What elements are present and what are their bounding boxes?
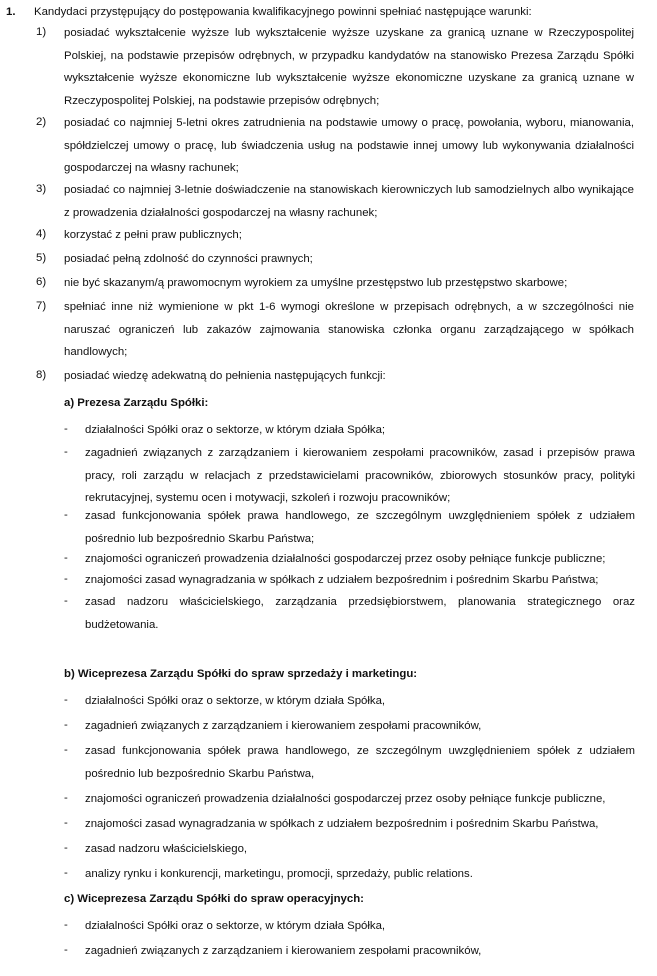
section-number: 1. [6,6,16,18]
condition-number: 8) [36,369,47,381]
condition-number: 4) [36,228,47,240]
list-dash: - [64,842,68,854]
list-item: analizy rynku i konkurencji, marketingu, promocji, sprzedaży, public relations. [85,868,473,880]
list-item: zasad funkcjonowania spółek prawa handlowego, ze szczególnym uwzględnieniem spółek z udziałem pośrednio lub bezpośrednio Skarbu Państwa; [85,510,635,545]
condition-text: posiadać wiedzę adekwatną do pełnienia następujących funkcji: [64,370,386,382]
function-heading: b) Wiceprezesa Zarządu Spółki do spraw sprzedaży i marketingu: [64,668,418,680]
list-dash: - [64,744,68,756]
list-item: znajomości zasad wynagradzania w spółkach z udziałem bezpośrednim i pośrednim Skarbu Państwa; [85,574,599,586]
condition-text: posiadać co najmniej 3-letnie doświadczenie na stanowiskach kierowniczych lub samodzielnych albo wynikające z prowadzenia działalności gospodarczej na własny rachunek; [64,184,634,219]
condition-number: 5) [36,252,47,264]
list-dash: - [64,919,68,931]
list-dash: - [64,817,68,829]
condition-number: 6) [36,276,47,288]
list-item: działalności Spółki oraz o sektorze, w którym działa Spółka, [85,920,386,932]
list-item: znajomości ograniczeń prowadzenia działalności gospodarczej przez osoby pełniące funkcje publiczne, [85,793,606,805]
list-item: zagadnień związanych z zarządzaniem i kierowaniem zespołami pracowników, [85,945,482,957]
list-dash: - [64,694,68,706]
list-dash: - [64,944,68,956]
list-dash: - [64,792,68,804]
function-heading: c) Wiceprezesa Zarządu Spółki do spraw operacyjnych: [64,893,364,905]
section-intro: Kandydaci przystępujący do postępowania kwalifikacyjnego powinni spełniać następujące warunki: [34,6,532,18]
list-dash: - [64,446,68,458]
condition-text: posiadać co najmniej 5-letni okres zatrudnienia na podstawie umowy o pracę, powołania, wyboru, mianowania, spółdzielczej umowy o pracę, lub świadczenia usług na podstawie innej umowy lub wykonywania działalności gospodarczej na własny rachunek; [64,117,634,174]
list-item: działalności Spółki oraz o sektorze, w którym działa Spółka, [85,695,386,707]
condition-number: 3) [36,183,47,195]
list-dash: - [64,509,68,521]
list-dash: - [64,719,68,731]
condition-text: spełniać inne niż wymienione w pkt 1-6 wymogi określone w przepisach odrębnych, a w szczególności nie naruszać ograniczeń lub zakazów zajmowania stanowiska członka organu zarządzającego w spółkach handlowych; [64,301,634,358]
condition-number: 1) [36,26,47,38]
condition-text: posiadać wykształcenie wyższe lub wykształcenie wyższe uzyskane za granicą uznane w Rzeczypospolitej Polskiej, na podstawie przepisów odrębnych, w przypadku kandydatów na stanowisko Prezesa Zarządu Spółki wykształcenie wyższe ekonomiczne lub wykształcenie wyższe ekonomiczne uzyskane za granicą uznane w Rzeczypospolitej Polskiej, na podstawie przepisów odrębnych; [64,27,634,107]
function-heading: a) Prezesa Zarządu Spółki: [64,397,209,409]
list-item: zagadnień związanych z zarządzaniem i kierowaniem zespołami pracowników, zasad i przepisów prawa pracy, roli zarządu w relacjach z przedstawicielami pracowników, zbiorowych stosunków pracy, polityki rekrutacyjnej, systemu ocen i motywacji, szkoleń i rozwoju pracowników; [85,447,635,504]
list-item: działalności Spółki oraz o sektorze, w którym działa Spółka; [85,424,386,436]
list-item: znajomości zasad wynagradzania w spółkach z udziałem bezpośrednim i pośrednim Skarbu Państwa, [85,818,599,830]
list-dash: - [64,552,68,564]
condition-text: posiadać pełną zdolność do czynności prawnych; [64,253,313,265]
condition-text: nie być skazanym/ą prawomocnym wyrokiem za umyślne przestępstwo lub przestępstwo skarbowe; [64,277,568,289]
condition-number: 2) [36,116,47,128]
condition-number: 7) [36,300,47,312]
list-dash: - [64,867,68,879]
list-item: zasad nadzoru właścicielskiego, [85,843,248,855]
list-dash: - [64,573,68,585]
list-item: znajomości ograniczeń prowadzenia działalności gospodarczej przez osoby pełniące funkcje publiczne; [85,553,606,565]
list-item: zagadnień związanych z zarządzaniem i kierowaniem zespołami pracowników, [85,720,482,732]
list-dash: - [64,423,68,435]
list-item: zasad nadzoru właścicielskiego, zarządzania przedsiębiorstwem, planowania strategicznego oraz budżetowania. [85,596,635,631]
list-dash: - [64,595,68,607]
list-item: zasad funkcjonowania spółek prawa handlowego, ze szczególnym uwzględnieniem spółek z udziałem pośrednio lub bezpośrednio Skarbu Państwa, [85,745,635,780]
condition-text: korzystać z pełni praw publicznych; [64,229,242,241]
